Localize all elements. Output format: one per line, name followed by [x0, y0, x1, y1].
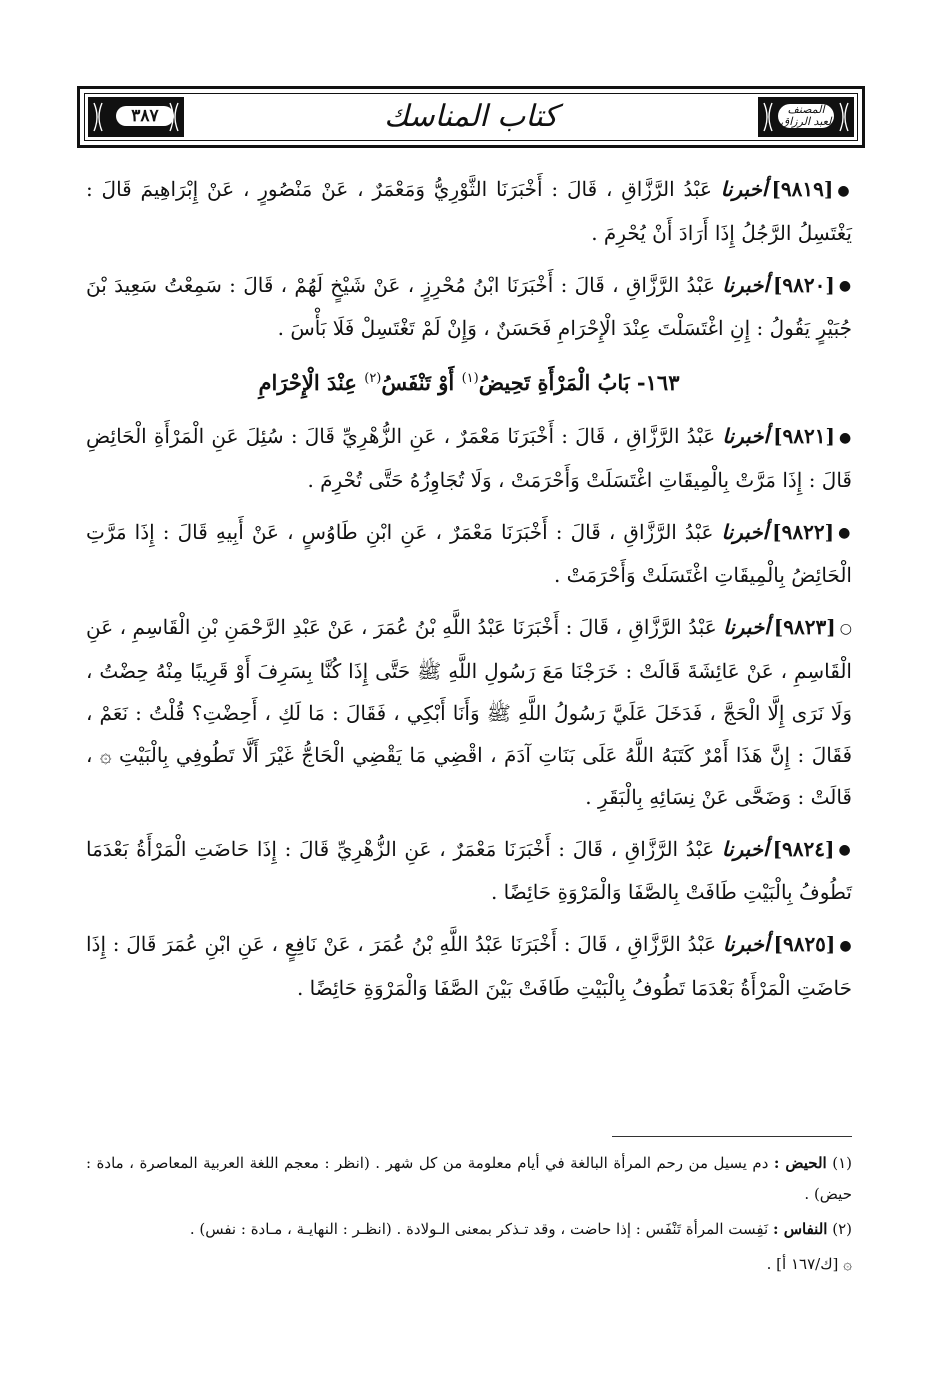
narration-bullet-icon: ● [837, 182, 853, 199]
narration [86, 606, 852, 818]
page-header [77, 86, 865, 148]
footnote-number: (١) [832, 1154, 852, 1172]
ornament-pattern-icon [90, 99, 182, 135]
footnote-term: النفاس : [772, 1220, 828, 1238]
narration-bullet-icon: ● [838, 429, 853, 446]
book-title: كتاب المناسك [384, 99, 558, 134]
narration-number: [٩٨١٩] [771, 177, 834, 201]
narration [86, 923, 852, 1009]
narration-intro: أخبرنا [721, 519, 769, 544]
narration-text: عَبْدُ الرَّزَّاقِ ، قَالَ : أَخْبَرَنَا مَعْمَرٌ ، عَنِ ابْنِ طَاوُسٍ ، عَنْ أَبِيهِ قَالَ : إِذَا مَرَّتِ الْحَائِضُ بِالْمِيقَاتِ اغْتَسَلَتْ وَأَحْرَمَتْ . [86, 519, 852, 587]
narration-number: [٩٨٢٠] [772, 272, 835, 297]
main-text [86, 168, 852, 1019]
narration-number: [٩٨٢٢] [772, 519, 835, 544]
page-number: ٣٨٧ [116, 106, 174, 126]
narration-text: عَبْدُ الرَّزَّاقِ ، قَالَ : أَخْبَرَنَا عَبْدُ اللَّهِ بْنُ عُمَرَ ، عَنْ نَافِعٍ ، عَنِ ابْنِ عُمَرَ قَالَ : إِذَا حَاضَتِ الْمَرْأَةُ بَعْدَمَا تَطُوفُ بِالْبَيْتِ طَافَتْ بَيْنَ الصَّفَا وَالْمَرْوَةِ حَائِضًا . [86, 932, 852, 1000]
chapter-heading [86, 359, 852, 403]
narration-intro: أخبرنا [723, 615, 770, 639]
narration-bullet-icon: ● [839, 937, 853, 954]
footnote [86, 1214, 852, 1245]
chapter-title-part: ١٦٣- بَابُ الْمَرْأَةِ تَحِيضُ [478, 370, 680, 395]
ornament-pattern-icon [760, 99, 852, 135]
footnote [86, 1249, 852, 1280]
narration-intro: أخبرنا [720, 177, 768, 201]
narration-bullet-icon: ● [838, 525, 853, 541]
narration-intro: أخبرنا [721, 836, 769, 861]
narration-intro: أخبرنا [722, 932, 770, 956]
footnote [86, 1148, 852, 1210]
narration-text: عَبْدُ الرَّزَّاقِ ، قَالَ : أَخْبَرَنَا الثَّوْرِيُّ وَمَعْمَرٌ ، عَنْ مَنْصُورٍ ، عَنْ إِبْرَاهِيمَ قَالَ : يَغْتَسِلُ الرَّجُلُ إِذَا أَرَادَ أَنْ يُحْرِمَ . [86, 177, 852, 245]
narration-intro: أخبرنا [722, 272, 769, 297]
footnote-ref[interactable]: (١) [461, 371, 479, 386]
narration [86, 415, 852, 501]
narration [86, 168, 852, 254]
footnote-ref[interactable]: (٢) [364, 371, 382, 386]
footnote-text: [ك/١٦٧ أ] . [766, 1255, 839, 1273]
narration-bullet-icon: ○ [839, 620, 853, 637]
footnote-term: الحيض : [773, 1154, 827, 1172]
narration-bullet-icon: ● [838, 842, 853, 858]
narration-text: عَبْدُ الرَّزَّاقِ ، قَالَ : أَخْبَرَنَا عَبْدُ اللَّهِ بْنُ عُمَرَ ، عَنْ عَبْدِ الرَّحْمَنِ بْنِ الْقَاسِمِ ، عَنِ الْقَاسِمِ ، عَنْ عَائِشَةَ قَالَتْ : خَرَجْنَا مَعَ رَسُولِ اللَّهِ ﷺ حَتَّى إِذَا كُنَّا بِسَرِفَ أَوْ قَرِيبًا مِنْهُ حِضْتُ ، وَلَا نَرَى إِلَّا الْحَجَّ ، فَدَخَلَ عَلَيَّ رَسُولُ اللَّهِ ﷺ وَأَنَا أَبْكِي ، فَقَالَ : مَا لَكِ ، أَحِضْتِ؟ قُلْتُ : نَعَمْ ، فَقَالَ : إِنَّ هَذَا أَمْرٌ كَتَبَهُ اللَّهُ عَلَى بَنَاتِ آدَمَ ، اقْضِي مَا يَقْضِي الْحَاجُّ غَيْرَ أَلَّا تَطُوفِي بِالْبَيْتِ ۞ ، قَالَتْ : وَضَحَّى عَنْ نِسَائِهِ بِالْبَقَرِ . [86, 615, 852, 809]
narration [86, 264, 852, 350]
footnote-separator [612, 1136, 852, 1137]
narration-number: [٩٨٢١] [773, 424, 835, 448]
footnote-text: نَفِست المرأة تَنْفَس : إذا حاضت ، وقد تـذكر بمعنى الـولادة . (انظـر : النهايـة ، مـادة : نفس) . [189, 1220, 773, 1238]
publisher-logo-ornament [758, 97, 854, 137]
narration [86, 828, 852, 914]
footnote-text: دم يسيل من رحم المرأة البالغة في أيام معلومة من كل شهر . (انظر : معجم اللغة العربية المعاصرة ، مادة : حيض) . [86, 1154, 852, 1203]
narration-text: عَبْدُ الرَّزَّاقِ ، قَالَ : أَخْبَرَنَا مَعْمَرٌ ، عَنِ الزُّهْرِيِّ قَالَ : إِذَا حَاضَتِ الْمَرْأَةُ بَعْدَمَا تَطُوفُ بِالْبَيْتِ طَافَتْ بِالصَّفَا وَالْمَرْوَةِ حَائِضًا . [86, 836, 852, 904]
narration-intro: أخبرنا [722, 424, 770, 448]
narration-text: عَبْدُ الرَّزَّاقِ ، قَالَ : أَخْبَرَنَا ابْنُ مُحْرِزٍ ، عَنْ شَيْخٍ لَهُمْ ، قَالَ : سَمِعْتُ سَعِيدَ بْنَ جُبَيْرٍ يَقُولُ : إِنِ اغْتَسَلْتَ عِنْدَ الْإِحْرَامِ فَحَسَنٌ ، وَإِنْ لَمْ تَغْتَسِلْ فَلَا بَأْسَ . [86, 272, 852, 340]
narration-number: [٩٨٢٥] [773, 932, 836, 956]
footnotes [86, 1148, 852, 1284]
chapter-title-part: عِنْدَ الْإِحْرَامِ [258, 370, 365, 395]
page-number-ornament [88, 97, 184, 137]
chapter-title-part: أَوْ تَنْفَسُ [381, 370, 462, 395]
manuscript-marker-icon: ۞ [843, 1255, 852, 1273]
narration-number: [٩٨٢٣] [773, 615, 836, 639]
narration-text: عَبْدُ الرَّزَّاقِ ، قَالَ : أَخْبَرَنَا مَعْمَرٌ ، عَنِ الزُّهْرِيِّ قَالَ : سُئِلَ عَنِ الْمَرْأَةِ الْحَائِضِ قَالَ : إِذَا مَرَّتْ بِالْمِيقَاتِ اغْتَسَلَتْ وَأَحْرَمَتْ ، وَلَا تُجَاوِزُهُ حَتَّى تُحْرِمَ . [86, 424, 852, 492]
narration-bullet-icon: ● [838, 278, 852, 294]
publisher-logo: المصنف لعبد الرزاق [778, 104, 834, 128]
narration-number: [٩٨٢٤] [772, 836, 835, 861]
footnote-number: (٢) [832, 1220, 852, 1238]
narration [86, 511, 852, 597]
